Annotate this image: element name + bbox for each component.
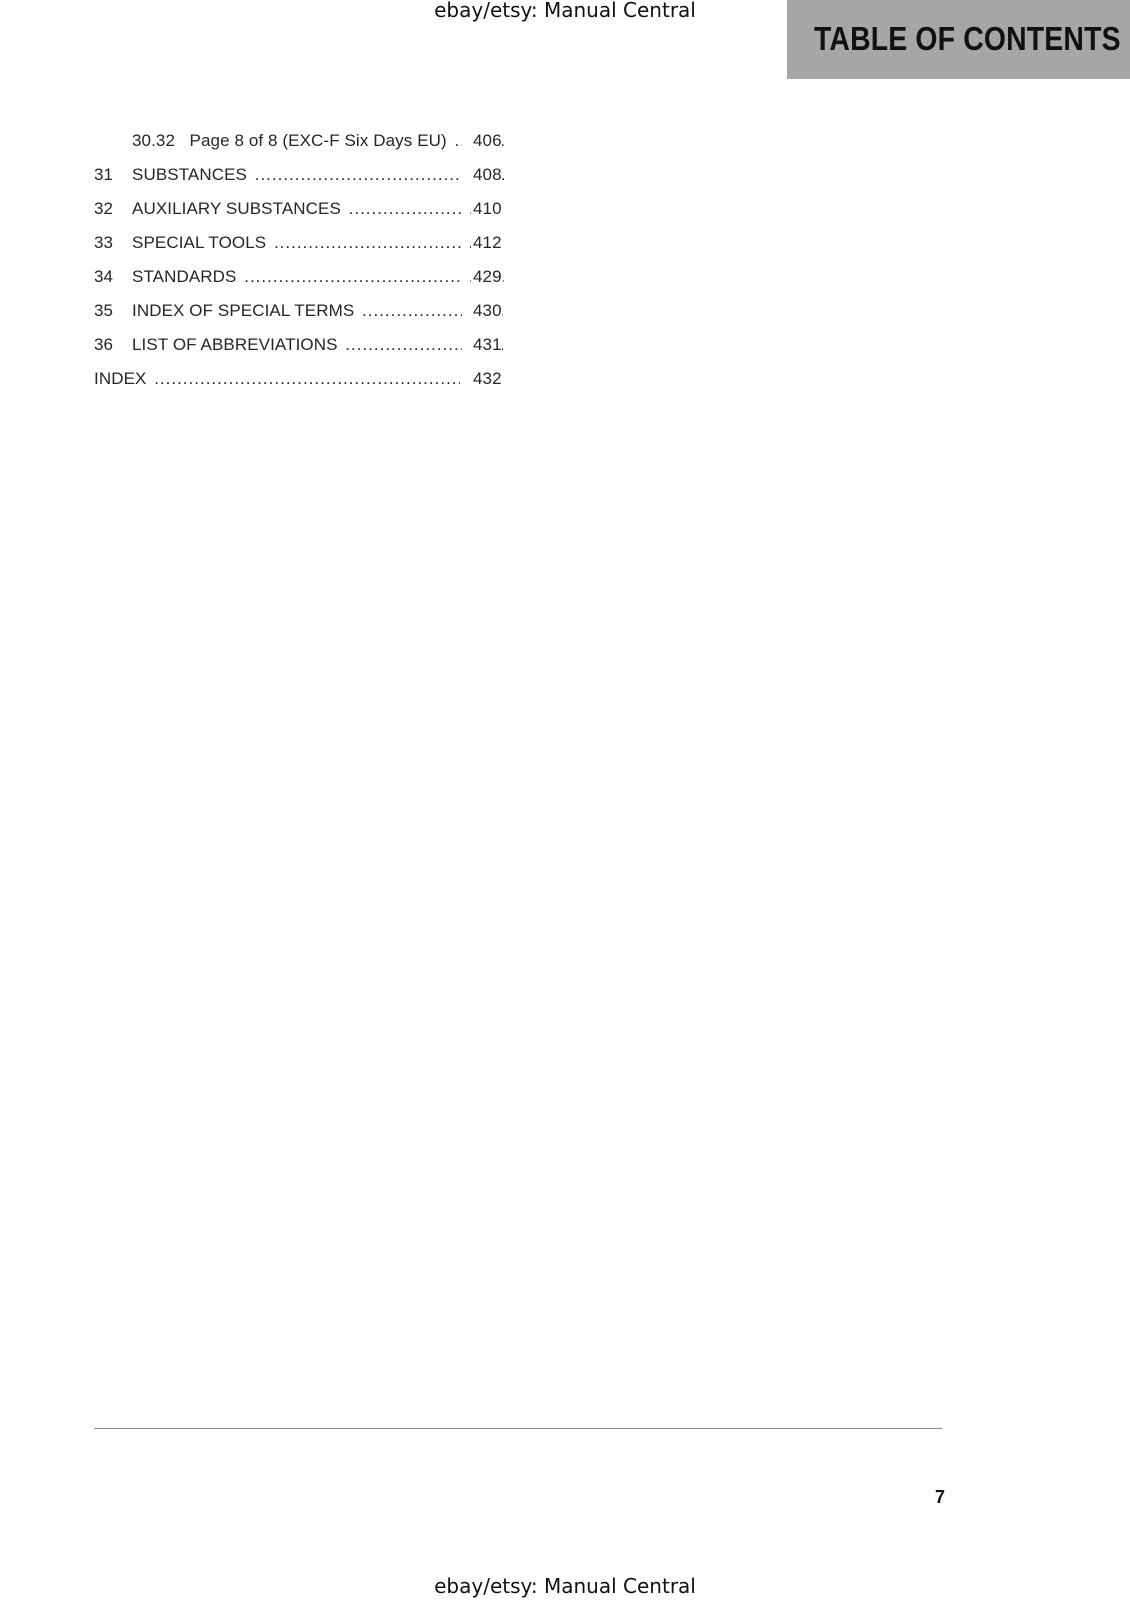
toc-entry[interactable]	[94, 230, 514, 264]
toc-entry-number: 33	[94, 233, 114, 252]
section-title: TABLE OF CONTENTS	[814, 20, 1121, 57]
toc-entry-title: LIST OF ABBREVIATIONS	[132, 335, 338, 354]
toc-entry[interactable]	[94, 162, 514, 196]
toc-entry-title: Page 8 of 8 (EXC-F Six Days EU)	[189, 131, 447, 150]
toc-entry-page: 412	[471, 230, 502, 256]
toc-entry[interactable]	[94, 298, 514, 332]
toc-entry-title: STANDARDS	[132, 267, 237, 286]
table-of-contents	[94, 128, 514, 400]
toc-entry-page: 410	[471, 196, 502, 222]
toc-entry-page: 429	[471, 264, 502, 290]
toc-entry-title: AUXILIARY SUBSTANCES	[132, 199, 341, 218]
toc-entry-number: 32	[94, 199, 114, 218]
toc-leader-dots	[148, 369, 460, 388]
toc-entry-number: 30.32	[132, 131, 176, 150]
toc-entry-page: 406	[471, 128, 502, 154]
footer-divider	[94, 1428, 942, 1429]
toc-entry-title: SUBSTANCES	[132, 165, 247, 184]
toc-entry[interactable]	[94, 366, 514, 400]
section-tab	[787, 0, 1130, 79]
toc-entry[interactable]	[94, 332, 514, 366]
toc-entry-title: INDEX OF SPECIAL TERMS	[132, 301, 355, 320]
toc-entry-number: 34	[94, 267, 114, 286]
toc-entry-page: 432	[471, 366, 502, 392]
toc-entry-title: INDEX	[94, 369, 147, 388]
page-number: 7	[934, 1487, 945, 1507]
toc-entry-page: 431	[471, 332, 502, 358]
watermark-top: ebay/etsy: Manual Central	[434, 0, 696, 22]
toc-entry[interactable]	[94, 128, 514, 162]
toc-entry-number: 31	[94, 165, 114, 184]
toc-entry-page: 430	[471, 298, 502, 324]
toc-entry-number: 36	[94, 335, 114, 354]
toc-entry[interactable]	[94, 264, 514, 298]
toc-entry-number: 35	[94, 301, 114, 320]
toc-entry-page: 408	[471, 162, 502, 188]
toc-entry[interactable]	[94, 196, 514, 230]
toc-entry-title: SPECIAL TOOLS	[132, 233, 267, 252]
watermark-bottom: ebay/etsy: Manual Central	[434, 1574, 696, 1598]
